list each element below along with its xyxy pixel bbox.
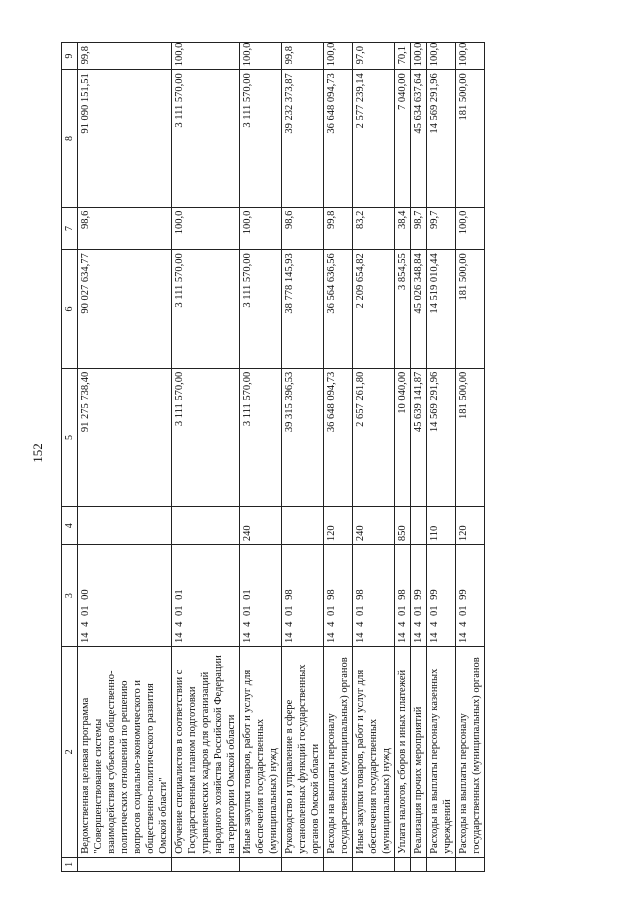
code-cell: 14 4 01 01 bbox=[172, 545, 240, 647]
executed-amount-cell: 3 111 570,00 bbox=[172, 250, 240, 368]
description-cell: Расходы на выплаты персоналу государственных (муниципальных) органов bbox=[456, 647, 485, 858]
planned-amount-cell: 39 315 396,53 bbox=[282, 368, 324, 507]
table-row bbox=[353, 43, 395, 872]
percent-cell: 98,7 bbox=[411, 207, 427, 250]
amount-cell: 91 090 151,51 bbox=[78, 70, 172, 207]
row-index-cell bbox=[282, 857, 324, 871]
row-index-cell bbox=[395, 857, 411, 871]
budget-table bbox=[61, 42, 485, 872]
row-index-cell bbox=[411, 857, 427, 871]
type-cell: 240 bbox=[353, 507, 395, 545]
table-body bbox=[62, 43, 485, 872]
type-cell bbox=[282, 507, 324, 545]
row-index-cell bbox=[353, 857, 395, 871]
type-cell bbox=[411, 507, 427, 545]
row-index-cell bbox=[324, 857, 353, 871]
percent-total-cell: 100,0 bbox=[456, 43, 485, 70]
executed-amount-cell: 181 500,00 bbox=[456, 250, 485, 368]
planned-amount-cell: 3 111 570,00 bbox=[240, 368, 282, 507]
col-header-3: 3 bbox=[62, 545, 78, 647]
planned-amount-cell: 2 657 261,80 bbox=[353, 368, 395, 507]
page-number-text: 152 bbox=[30, 443, 45, 463]
percent-cell: 99,7 bbox=[427, 207, 456, 250]
description-cell: Реализация прочих мероприятий bbox=[411, 647, 427, 858]
type-cell: 110 bbox=[427, 507, 456, 545]
percent-cell: 100,0 bbox=[456, 207, 485, 250]
planned-amount-cell: 10 040,00 bbox=[395, 368, 411, 507]
executed-amount-cell: 36 564 636,56 bbox=[324, 250, 353, 368]
percent-total-cell: 99,8 bbox=[78, 43, 172, 70]
percent-total-cell: 100,0 bbox=[427, 43, 456, 70]
code-cell: 14 4 01 99 bbox=[411, 545, 427, 647]
col-header-4: 4 bbox=[62, 507, 78, 545]
executed-amount-cell: 3 854,55 bbox=[395, 250, 411, 368]
code-cell: 14 4 01 01 bbox=[240, 545, 282, 647]
col-header-8: 8 bbox=[62, 70, 78, 207]
planned-amount-cell: 181 500,00 bbox=[456, 368, 485, 507]
column-number-row bbox=[62, 43, 78, 872]
table-row bbox=[427, 43, 456, 872]
planned-amount-cell: 3 111 570,00 bbox=[172, 368, 240, 507]
table-row bbox=[324, 43, 353, 872]
table-row bbox=[456, 43, 485, 872]
description-cell: Иные закупки товаров, работ и услуг для обеспечения государственных (муниципальных) нужд bbox=[240, 647, 282, 858]
table-row bbox=[395, 43, 411, 872]
type-cell: 240 bbox=[240, 507, 282, 545]
code-cell: 14 4 01 00 bbox=[78, 545, 172, 647]
percent-cell: 38,4 bbox=[395, 207, 411, 250]
planned-amount-cell: 14 569 291,96 bbox=[427, 368, 456, 507]
description-cell: Обучение специалистов в соответствии с Государственным планом подготовки управленческих кадров для организаций народного хозяйства Российской Федерации на территории Омской области bbox=[172, 647, 240, 858]
percent-total-cell: 99,8 bbox=[282, 43, 324, 70]
code-cell: 14 4 01 98 bbox=[324, 545, 353, 647]
description-cell: Расходы на выплаты персоналу государственных (муниципальных) органов bbox=[324, 647, 353, 858]
col-header-9: 9 bbox=[62, 43, 78, 70]
col-header-1: 1 bbox=[62, 857, 78, 871]
executed-amount-cell: 3 111 570,00 bbox=[240, 250, 282, 368]
amount-cell: 2 577 239,14 bbox=[353, 70, 395, 207]
amount-cell: 39 232 373,87 bbox=[282, 70, 324, 207]
executed-amount-cell: 90 027 634,77 bbox=[78, 250, 172, 368]
percent-cell: 98,6 bbox=[78, 207, 172, 250]
type-cell: 850 bbox=[395, 507, 411, 545]
table-row bbox=[282, 43, 324, 872]
col-header-7: 7 bbox=[62, 207, 78, 250]
percent-cell: 100,0 bbox=[240, 207, 282, 250]
rotated-table-container bbox=[61, 42, 599, 872]
description-cell: Ведомственная целевая программа "Совершенствование системы взаимодействия субъектов общественно-политических отношений по решению вопросов социально-экономического и общественно-политического развития Омской области" bbox=[78, 647, 172, 858]
col-header-6: 6 bbox=[62, 250, 78, 368]
description-cell: Уплата налогов, сборов и иных платежей bbox=[395, 647, 411, 858]
planned-amount-cell: 45 639 141,87 bbox=[411, 368, 427, 507]
table-row bbox=[172, 43, 240, 872]
percent-total-cell: 70,1 bbox=[395, 43, 411, 70]
col-header-5: 5 bbox=[62, 368, 78, 507]
description-cell: Иные закупки товаров, работ и услуг для обеспечения государственных (муниципальных) нужд bbox=[353, 647, 395, 858]
type-cell bbox=[78, 507, 172, 545]
page-number bbox=[28, 433, 48, 473]
planned-amount-cell: 36 648 094,73 bbox=[324, 368, 353, 507]
executed-amount-cell: 14 519 010,44 bbox=[427, 250, 456, 368]
planned-amount-cell: 91 275 738,40 bbox=[78, 368, 172, 507]
code-cell: 14 4 01 98 bbox=[353, 545, 395, 647]
amount-cell: 14 569 291,96 bbox=[427, 70, 456, 207]
table-row bbox=[78, 43, 172, 872]
percent-total-cell: 97,0 bbox=[353, 43, 395, 70]
executed-amount-cell: 38 778 145,93 bbox=[282, 250, 324, 368]
code-cell: 14 4 01 99 bbox=[427, 545, 456, 647]
description-cell: Расходы на выплаты персоналу казенных учреждений bbox=[427, 647, 456, 858]
percent-cell: 83,2 bbox=[353, 207, 395, 250]
row-index-cell bbox=[78, 857, 172, 871]
row-index-cell bbox=[240, 857, 282, 871]
row-index-cell bbox=[427, 857, 456, 871]
col-header-2: 2 bbox=[62, 647, 78, 858]
executed-amount-cell: 2 209 654,82 bbox=[353, 250, 395, 368]
row-index-cell bbox=[172, 857, 240, 871]
code-cell: 14 4 01 98 bbox=[282, 545, 324, 647]
amount-cell: 181 500,00 bbox=[456, 70, 485, 207]
percent-total-cell: 100,0 bbox=[240, 43, 282, 70]
amount-cell: 3 111 570,00 bbox=[240, 70, 282, 207]
description-cell: Руководство и управление в сфере установленных функций государственных органов Омской области bbox=[282, 647, 324, 858]
percent-cell: 99,8 bbox=[324, 207, 353, 250]
amount-cell: 36 648 094,73 bbox=[324, 70, 353, 207]
percent-total-cell: 100,0 bbox=[324, 43, 353, 70]
row-index-cell bbox=[456, 857, 485, 871]
percent-total-cell: 100,0 bbox=[172, 43, 240, 70]
executed-amount-cell: 45 026 348,84 bbox=[411, 250, 427, 368]
percent-total-cell: 100,0 bbox=[411, 43, 427, 70]
code-cell: 14 4 01 99 bbox=[456, 545, 485, 647]
type-cell bbox=[172, 507, 240, 545]
percent-cell: 98,6 bbox=[282, 207, 324, 250]
type-cell: 120 bbox=[456, 507, 485, 545]
type-cell: 120 bbox=[324, 507, 353, 545]
amount-cell: 7 040,00 bbox=[395, 70, 411, 207]
percent-cell: 100,0 bbox=[172, 207, 240, 250]
amount-cell: 45 634 637,64 bbox=[411, 70, 427, 207]
code-cell: 14 4 01 98 bbox=[395, 545, 411, 647]
amount-cell: 3 111 570,00 bbox=[172, 70, 240, 207]
table-row bbox=[240, 43, 282, 872]
table-row bbox=[411, 43, 427, 872]
